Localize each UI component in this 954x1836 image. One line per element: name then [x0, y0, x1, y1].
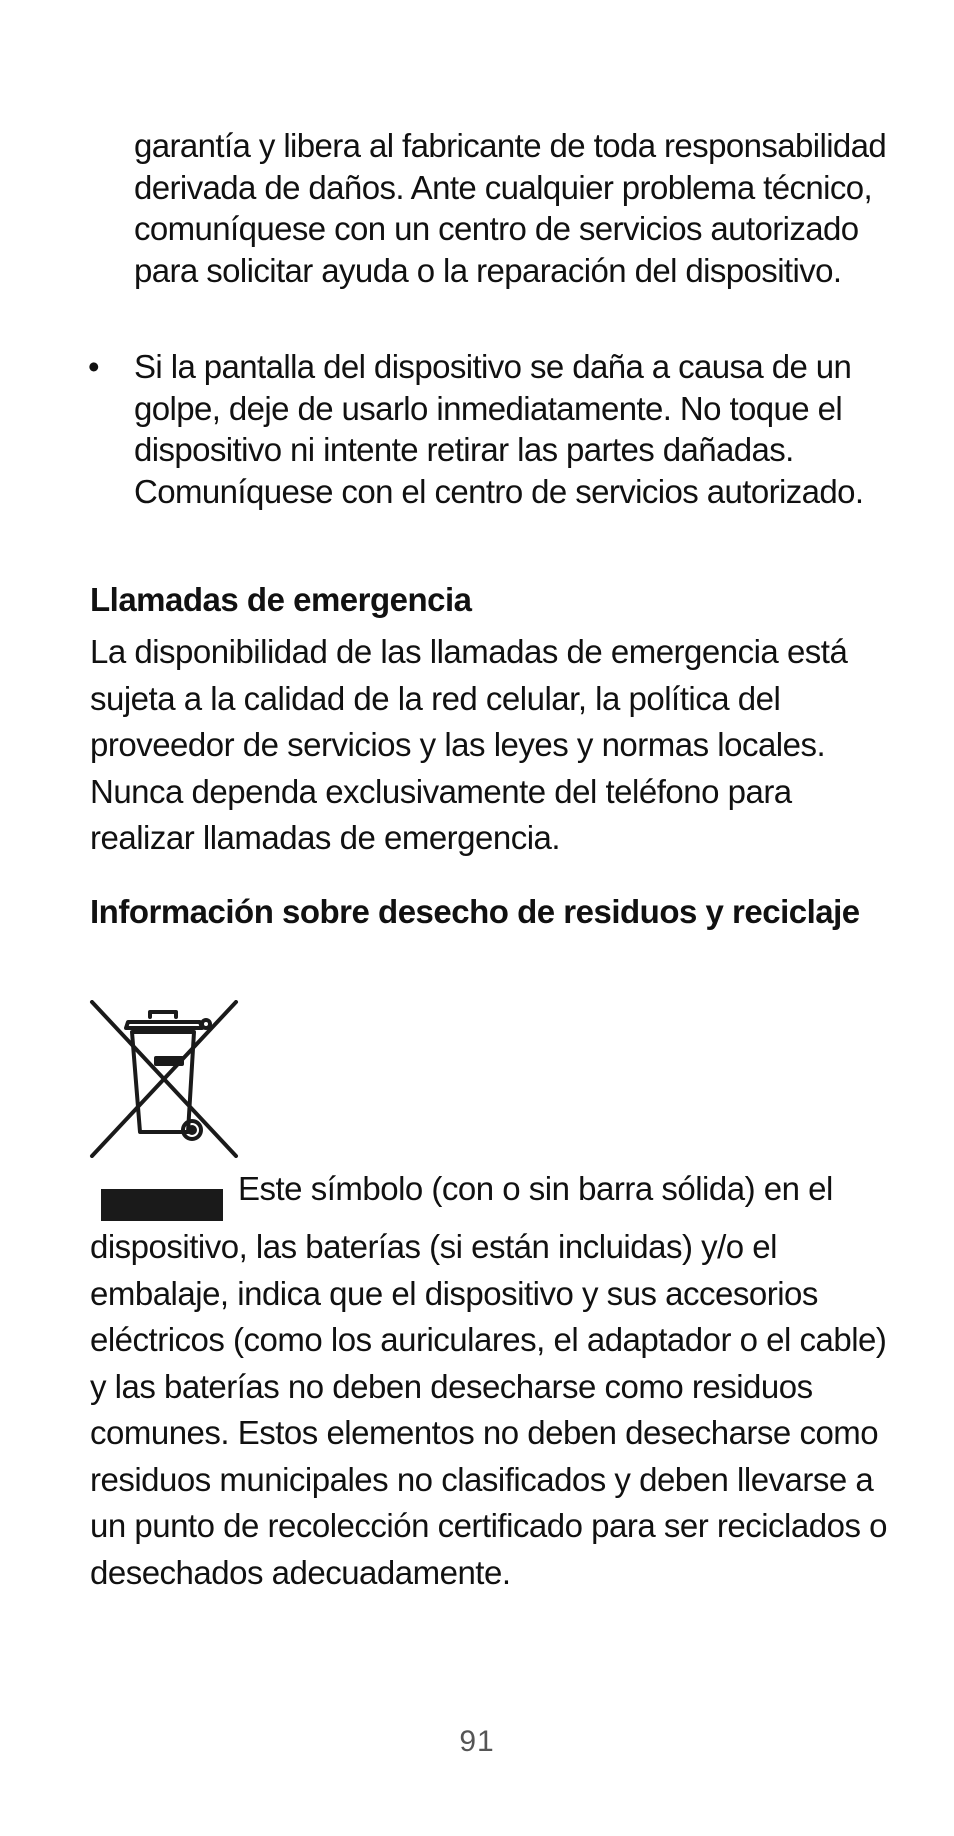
symbol-paragraph: dispositivo, las baterías (si están incluidas) y/o el embalaje, indica que el dispositivo y sus accesorios eléctricos (como los auriculares, el adaptador o el cable) y las baterías no deben desecharse como residuos comunes. Estos elementos no deben desecharse como residuos municipales no clasificados y deben llevarse a un punto de recolección certificado para ser reciclados o desechados adecuadamente.: [90, 1228, 887, 1591]
bullet-paragraph: Si la pantalla del dispositivo se daña a causa de un golpe, deje de usarlo inmediatamente. No toque el dispositivo ni intente retirar las partes dañadas. Comuníquese con el centro de servicios autorizado.: [134, 348, 864, 510]
symbol-paragraph-first-line: Este símbolo (con o sin barra sólida) en el: [238, 1170, 833, 1207]
page-number: 91: [459, 1725, 495, 1758]
waste-heading: Información sobre desecho de residuos y reciclaje: [90, 893, 860, 930]
continuation-paragraph: garantía y libera al fabricante de toda responsabilidad derivada de daños. Ante cualquier problema técnico, comuníquese con un centro de servicios autorizado para solicitar ayuda o la reparación del dispositivo.: [134, 127, 887, 289]
crossed-out-wheelie-bin-icon: [88, 1000, 240, 1158]
emergency-heading: Llamadas de emergencia: [90, 581, 472, 618]
solid-bar: [101, 1189, 223, 1221]
emergency-paragraph: La disponibilidad de las llamadas de emergencia está sujeta a la calidad de la red celular, la política del proveedor de servicios y las leyes y normas locales. Nunca dependa exclusivamente del teléfono para realizar llamadas de emergencia.: [90, 633, 848, 856]
bullet-marker: •: [88, 348, 100, 385]
